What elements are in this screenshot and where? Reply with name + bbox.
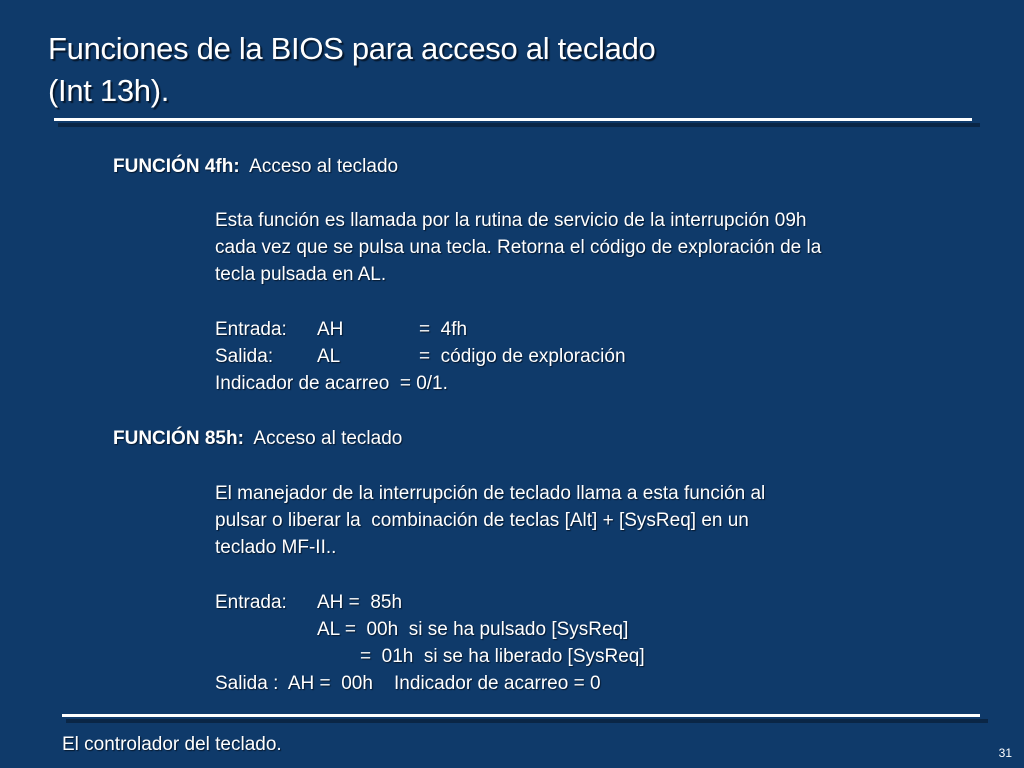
function-85h-entrada: [215, 589, 402, 616]
function-4fh-heading: FUNCIÓN 4fh:: [113, 156, 240, 177]
function-85h-salida: Salida : AH = 00h Indicador de acarreo = 0: [215, 673, 601, 694]
function-85h-desc-1: El manejador de la interrupción de teclado llama a esta función al: [215, 483, 766, 504]
title-line-2: (Int 13h).: [48, 73, 170, 108]
function-85h-desc-2: pulsar o liberar la combinación de teclas [Alt] + [SysReq] en un: [215, 510, 749, 531]
salida-value: = código de exploración: [419, 346, 626, 367]
salida-register: AL: [317, 346, 341, 367]
title-rule: [54, 118, 972, 121]
function-85h-al-line-2: = 01h si se ha liberado [SysReq]: [360, 646, 645, 667]
function-4fh-desc-3: tecla pulsada en AL.: [215, 264, 387, 285]
entrada-85h-value: AH = 85h: [317, 592, 403, 613]
function-4fh-desc-2: cada vez que se pulsa una tecla. Retorna el código de exploración de la: [215, 237, 822, 258]
page-number: 31: [998, 746, 1012, 760]
title-rule-shadow: [58, 123, 980, 127]
function-85h-subtitle: Acceso al teclado: [253, 428, 403, 449]
entrada-register: AH: [317, 319, 344, 340]
function-4fh-subtitle: Acceso al teclado: [249, 156, 399, 177]
entrada-85h-label: Entrada:: [215, 592, 287, 613]
function-4fh-salida: [215, 343, 626, 370]
footer-rule-shadow: [66, 719, 988, 723]
function-85h-heading: FUNCIÓN 85h:: [113, 428, 244, 449]
function-4fh-indicador: Indicador de acarreo = 0/1.: [215, 373, 448, 394]
footer-text: El controlador del teclado.: [62, 734, 282, 755]
slide-title: [48, 28, 655, 112]
footer-rule: [62, 714, 980, 717]
function-4fh-desc-1: Esta función es llamada por la rutina de servicio de la interrupción 09h: [215, 210, 807, 231]
entrada-label: Entrada:: [215, 319, 287, 340]
function-4fh-entrada: [215, 316, 467, 343]
salida-label: Salida:: [215, 346, 274, 367]
entrada-value: = 4fh: [419, 319, 468, 340]
function-85h-desc-3: teclado MF-II..: [215, 537, 337, 558]
section-4fh-heading-line: [113, 153, 398, 180]
function-85h-al-line-1: AL = 00h si se ha pulsado [SysReq]: [317, 619, 629, 640]
section-85h-heading-line: [113, 425, 402, 452]
title-line-1: Funciones de la BIOS para acceso al teclado: [48, 31, 656, 66]
